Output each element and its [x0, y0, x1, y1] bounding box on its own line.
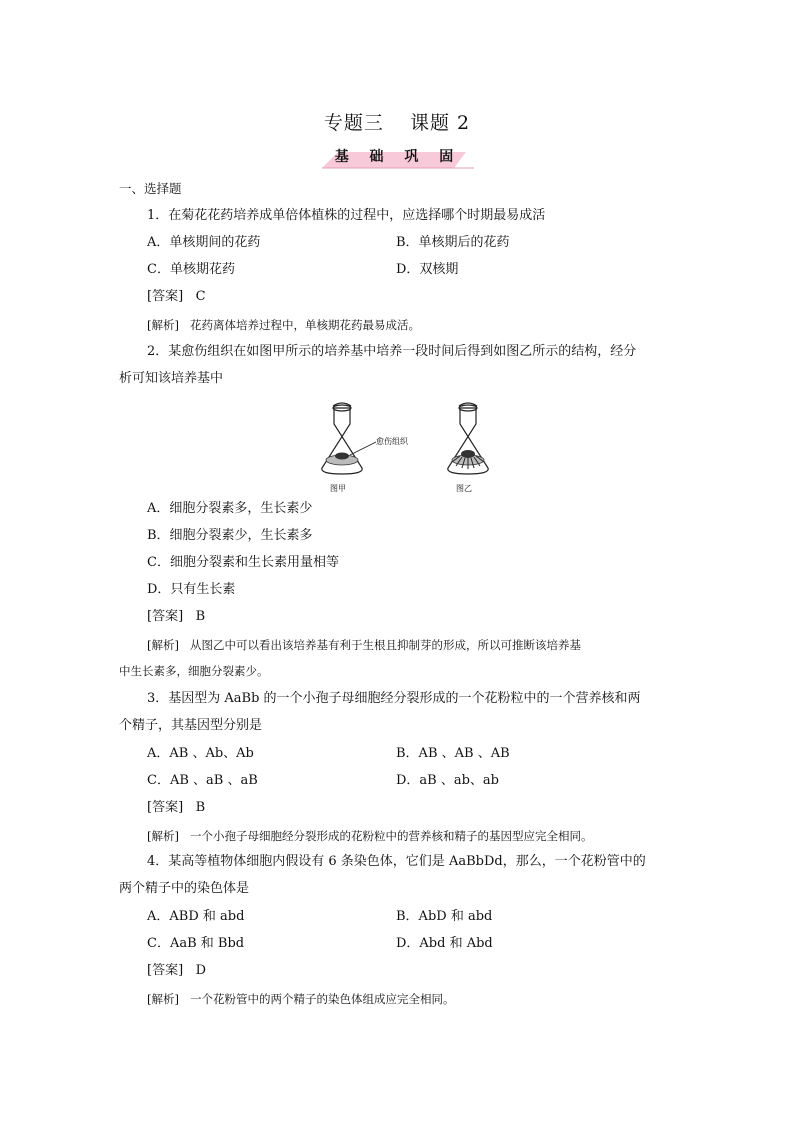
q1-answer [147, 288, 206, 306]
answer-tag: [答案] [147, 963, 184, 978]
analysis-text: 一个花粉管中的两个精子的染色体组成应完全相同。 [189, 992, 455, 1006]
q3-stem-line2: 个精子，其基因型分别是 [119, 718, 263, 733]
q1-option-a: A．单核期间的花药 [147, 235, 261, 250]
analysis-tag: [解析] [147, 829, 179, 843]
answer-value: B [195, 609, 206, 624]
q4-option-c: C．AaB 和 Bbd [147, 936, 245, 951]
q4-option-b: B．AbD 和 abd [396, 909, 493, 924]
analysis-text: 从图乙中可以看出该培养基有利于生根且抑制芽的形成，所以可推断该培养基 [189, 638, 581, 652]
section-banner: 基 础 巩 固 [334, 149, 462, 165]
q1-option-c: C．单核期花药 [147, 262, 235, 277]
figure-a-label: 图甲 [330, 484, 346, 493]
analysis-text: 花药离体培养过程中，单核期花药最易成活。 [189, 318, 420, 332]
q2-flask-figure [310, 400, 500, 495]
section-label: 一、选择题 [119, 181, 182, 196]
q4-option-a: A．ABD 和 abd [147, 909, 245, 924]
answer-value: C [195, 289, 206, 304]
q2-option-d: D．只有生长素 [147, 582, 236, 597]
q2-analysis-line1 [147, 636, 581, 654]
callus-label: 愈伤组织 [376, 437, 408, 446]
q3-option-d: D．aB 、ab、ab [396, 773, 500, 788]
q3-analysis [147, 827, 592, 845]
q3-answer [147, 799, 205, 817]
q1-stem: 1．在菊花花药培养成单倍体植株的过程中，应选择哪个时期最易成活 [147, 208, 546, 223]
lesson-title: 课题 2 [409, 112, 471, 134]
q2-stem-line2: 析可知该培养基中 [119, 371, 224, 386]
q3-option-b: B．AB 、AB 、AB [396, 746, 510, 761]
q4-analysis [147, 990, 454, 1008]
flask-b-callus [461, 450, 475, 458]
q2-answer [147, 608, 205, 626]
q2-stem-line1: 2．某愈伤组织在如图甲所示的培养基中培养一段时间后得到如图乙所示的结构，经分 [147, 344, 637, 359]
analysis-tag: [解析] [147, 318, 179, 332]
callus-pointer [350, 442, 376, 455]
q2-analysis-line2: 中生长素多，细胞分裂素少。 [119, 664, 269, 678]
flask-a-callus [335, 453, 349, 460]
q1-option-b: B．单核期后的花药 [396, 235, 510, 250]
page-title [0, 108, 794, 135]
q2-option-b: B．细胞分裂素少，生长素多 [147, 528, 313, 543]
answer-tag: [答案] [147, 609, 184, 624]
q1-option-d: D．双核期 [396, 262, 459, 277]
q4-answer [147, 962, 206, 980]
answer-value: D [195, 963, 206, 978]
figure-b-label: 图乙 [456, 484, 472, 493]
answer-tag: [答案] [147, 289, 184, 304]
q4-option-d: D．Abd 和 Abd [396, 936, 493, 951]
analysis-tag: [解析] [147, 638, 179, 652]
q2-option-a: A．细胞分裂素多，生长素少 [147, 501, 313, 516]
answer-tag: [答案] [147, 800, 184, 815]
topic-title: 专题三 [323, 112, 384, 134]
q3-stem-line1: 3．基因型为 AaBb 的一个小孢子母细胞经分裂形成的一个花粉粒中的一个营养核和两 [147, 691, 641, 706]
q4-stem-line1: 4．某高等植物体细胞内假设有 6 条染色体，它们是 AaBbDd，那么，一个花粉管中的 [147, 854, 646, 869]
q3-option-c: C．AB 、aB 、aB [147, 773, 258, 788]
analysis-text: 一个小孢子母细胞经分裂形成的花粉粒中的营养核和精子的基因型应完全相同。 [189, 829, 593, 843]
analysis-tag: [解析] [147, 992, 179, 1006]
q4-stem-line2: 两个精子中的染色体是 [119, 881, 250, 896]
q1-analysis [147, 316, 420, 334]
q2-option-c: C．细胞分裂素和生长素用量相等 [147, 555, 339, 570]
answer-value: B [195, 800, 206, 815]
q3-option-a: A．AB 、Ab、Ab [147, 746, 254, 761]
